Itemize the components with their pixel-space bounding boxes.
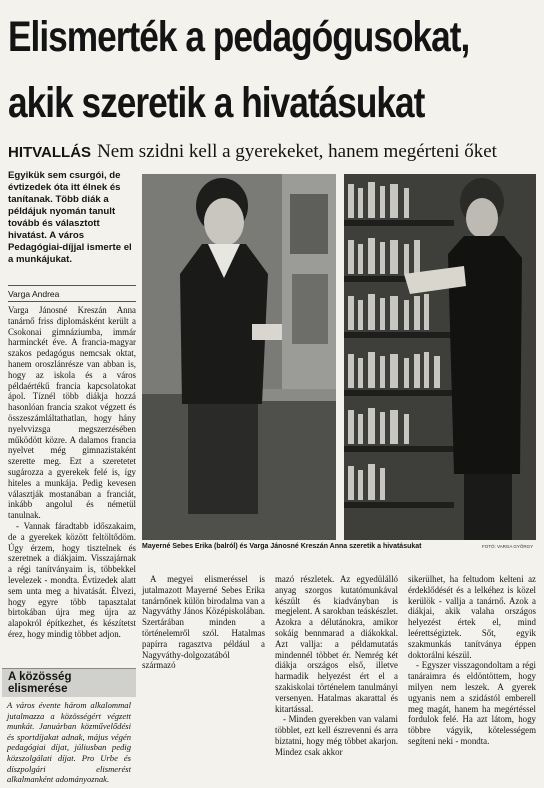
article-column-4 xyxy=(408,574,536,747)
kicker: HITVALLÁS xyxy=(8,144,92,161)
subhead-text: Nem szidni kell a gyerekeket, hanem megérteni őket xyxy=(97,141,497,162)
sidebar-box-title: A közösség elismerése xyxy=(2,668,136,697)
divider xyxy=(8,301,136,302)
headline-line-1: Elismerték a pedagógusokat, xyxy=(8,13,470,61)
article-column-3 xyxy=(275,574,398,758)
article-column-2 xyxy=(142,574,265,671)
sidebar-box-text: A város évente három alkalommal jutalmazza a közösségért végzett munkát. Januárban közművelődési és sportdíjakat adnak, május végén pedagógiai díjat, júliusban pedig közszolgálati díjat. Pro Urbe és díszpolgári elismerést alkalmanként adományoznak. xyxy=(7,700,131,785)
paragraph: - Minden gyerekben van valami többlet, ezt kell észrevenni és arra biztatni, hogy még többet akarjon. Mindez csak akkor xyxy=(275,714,398,757)
photo-right xyxy=(344,174,536,540)
paragraph: mazó részletek. Az egyedülálló anyag szorgos kutatómunkával készült és kiadványban is megjelent. A sarokban teáskészlet. Azokra a délutánokra, amikor sokáig bennmarad a diákokkal. Azt vallja: a példamutatás mindennél többet ér. Nemrég két diákja országos első, illetve harmadik helyezést ért el a szakiskolai történelem tanulmányi versenyen. Hatalmas akarattal és kitartással. xyxy=(275,574,398,714)
paragraph: A megyei elismeréssel is jutalmazott Mayerné Sebes Erika tanárnőnek külön birodalma van a Nagyváthy János Középiskolában. Szertárában minden a történelemről szól. Hatalmas papírra ragasztva például a Nagyváthy-dolgozatából származó xyxy=(142,574,265,671)
photo-left xyxy=(142,174,336,540)
sidebar-box xyxy=(2,668,136,785)
paragraph: sikerülhet, ha feltudom kelteni az érdeklődését és a lelkéhez is közel kerülök - vallja a tanárnő. Azok a diákjai, akik valaha országos helyezést értek el, mind leérettségiztek. Sőt, egyik szakmunkás tanítványa éppen doktorálni készül. xyxy=(408,574,536,660)
divider xyxy=(8,285,136,286)
headline-line-2: akik szeretik a hivatásukat xyxy=(8,79,425,127)
photo-right-image xyxy=(344,174,536,540)
article-column-1 xyxy=(8,305,136,640)
byline: Varga Andrea xyxy=(8,289,60,299)
photo-left-image xyxy=(142,174,336,540)
paragraph: - Egyszer visszagondoltam a régi tanáraimra és eldöntöttem, hogy milyen nem leszek. A gyerek ugyanis nem a szidástól emberell meg magát, hanem ha megértéssel fordulok felé. Ha azt látom, hogy többre vágyik, kötelességem segíteni neki - mondta. xyxy=(408,660,536,746)
paragraph: Varga Jánosné Kreszán Anna tanárnő friss diplomásként került a Csokonai gimnáziumba, immár harminckét éve. A francia-magyar szakos pedagógus nemcsak oktat, hanem oroszlánrésze van abban is, hogy az iskola és a város példaértékű francia kapcsolatokat ápol. Tíznél több diákja hozzá hasonlóan francia szakot végzett és összeszámláltathatlan, hogy hány nyelvvizsga megszerzésében működött közre. A dalamos francia nyelvet még gimnazistaként szerette meg. Ezt a szeretetet sugározza a gyerekek felé is, így hiteles a munkája. Pedig kevesen választják mostanában a franciát, inkább angolul és németül tanulnak. xyxy=(8,305,136,521)
paragraph: - Vannak fáradtabb időszakaim, de a gyerekek között feltöltődöm. Úgy érzem, hogy tisztelnek és szeretnek a diákjaim. Visszajárnak a régi tanítványaim is, többekkel levelezek - mondta. Évtizedek alatt sem unta meg a hivatását. Élvezi, hogy egyre több tapasztalat birtokában újra meg újra az alapokról építkezhet, és készítetst érez, hogy mindig többet adjon. xyxy=(8,520,136,639)
subheadline xyxy=(8,141,538,163)
photo-caption: Mayerné Sebes Erika (balról) és Varga Jánosné Kreszán Anna szeretik a hivatásukat xyxy=(142,543,422,550)
lead-paragraph: Egyikük sem csurgói, de évtizedek óta itt élnek és tanítanak. Több diák a példájuk nyomán tanult tovább és választott hivatást. A város Pedagógiai-díjjal ismerte el a munkájukat. xyxy=(8,170,132,265)
photo-credit: FOTÓ: VARGA GYÖRGY xyxy=(482,544,534,549)
